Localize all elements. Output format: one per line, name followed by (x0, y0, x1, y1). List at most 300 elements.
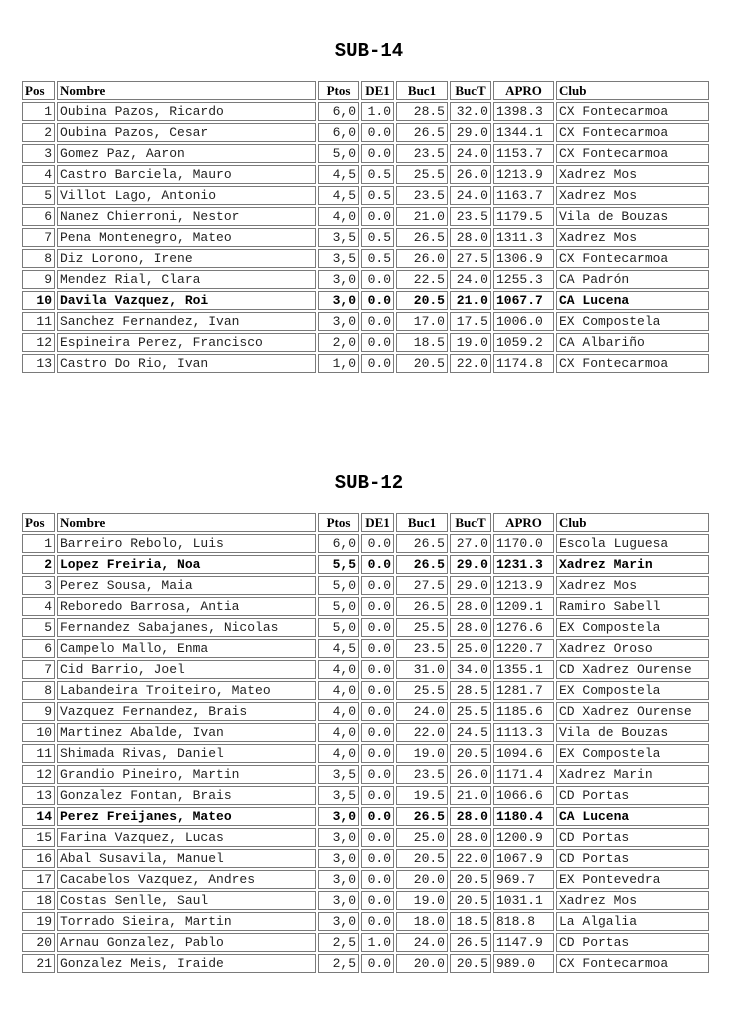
cell-name: Davila Vazquez, Roi (57, 291, 316, 310)
cell-de1: 0.0 (361, 828, 394, 847)
cell-club: Vila de Bouzas (556, 207, 709, 226)
cell-buct: 26.5 (450, 933, 491, 952)
cell-ptos: 3,0 (318, 891, 359, 910)
cell-apro: 1006.0 (493, 312, 554, 331)
cell-buct: 20.5 (450, 870, 491, 889)
cell-apro: 818.8 (493, 912, 554, 931)
cell-apro: 1066.6 (493, 786, 554, 805)
cell-pos: 12 (22, 333, 55, 352)
cell-club: CA Padrón (556, 270, 709, 289)
cell-ptos: 4,0 (318, 702, 359, 721)
cell-buc1: 28.5 (396, 102, 448, 121)
cell-buct: 24.0 (450, 144, 491, 163)
column-header-de1: DE1 (361, 513, 394, 532)
cell-buct: 27.5 (450, 249, 491, 268)
cell-pos: 19 (22, 912, 55, 931)
cell-apro: 1031.1 (493, 891, 554, 910)
table-row (22, 291, 709, 310)
cell-ptos: 3,0 (318, 270, 359, 289)
table-row (22, 207, 709, 226)
cell-de1: 0.0 (361, 954, 394, 973)
cell-buct: 20.5 (450, 744, 491, 763)
cell-de1: 0.0 (361, 870, 394, 889)
section-title-sub12: SUB-12 (334, 472, 404, 494)
cell-club: EX Compostela (556, 681, 709, 700)
cell-pos: 7 (22, 228, 55, 247)
cell-buct: 24.0 (450, 270, 491, 289)
cell-pos: 8 (22, 249, 55, 268)
cell-name: Espineira Perez, Francisco (57, 333, 316, 352)
cell-de1: 1.0 (361, 933, 394, 952)
cell-name: Vazquez Fernandez, Brais (57, 702, 316, 721)
cell-buct: 29.0 (450, 123, 491, 142)
cell-ptos: 4,0 (318, 207, 359, 226)
cell-name: Shimada Rivas, Daniel (57, 744, 316, 763)
cell-club: EX Pontevedra (556, 870, 709, 889)
cell-name: Castro Barciela, Mauro (57, 165, 316, 184)
cell-ptos: 3,5 (318, 786, 359, 805)
table-row (22, 597, 709, 616)
cell-de1: 0.0 (361, 576, 394, 595)
cell-buct: 28.0 (450, 828, 491, 847)
cell-ptos: 2,0 (318, 333, 359, 352)
cell-buct: 24.5 (450, 723, 491, 742)
cell-name: Campelo Mallo, Enma (57, 639, 316, 658)
cell-de1: 0.0 (361, 912, 394, 931)
cell-de1: 0.0 (361, 291, 394, 310)
cell-buc1: 18.5 (396, 333, 448, 352)
cell-ptos: 3,0 (318, 291, 359, 310)
cell-buc1: 20.5 (396, 354, 448, 373)
cell-club: Ramiro Sabell (556, 597, 709, 616)
table-row (22, 891, 709, 910)
table-row (22, 618, 709, 637)
cell-name: Martinez Abalde, Ivan (57, 723, 316, 742)
cell-buc1: 20.5 (396, 291, 448, 310)
cell-buc1: 25.5 (396, 618, 448, 637)
cell-buc1: 31.0 (396, 660, 448, 679)
table-row (22, 270, 709, 289)
cell-buct: 34.0 (450, 660, 491, 679)
cell-ptos: 4,0 (318, 660, 359, 679)
cell-pos: 3 (22, 144, 55, 163)
cell-buct: 18.5 (450, 912, 491, 931)
cell-club: EX Compostela (556, 312, 709, 331)
cell-ptos: 3,0 (318, 870, 359, 889)
cell-pos: 14 (22, 807, 55, 826)
cell-buc1: 22.0 (396, 723, 448, 742)
table-header-row (22, 513, 709, 532)
cell-buc1: 26.5 (396, 807, 448, 826)
cell-de1: 0.0 (361, 786, 394, 805)
column-header-club: Club (556, 81, 709, 100)
cell-apro: 1147.9 (493, 933, 554, 952)
cell-apro: 1171.4 (493, 765, 554, 784)
cell-ptos: 2,5 (318, 954, 359, 973)
cell-pos: 6 (22, 639, 55, 658)
table-row (22, 249, 709, 268)
cell-club: CX Fontecarmoa (556, 144, 709, 163)
cell-ptos: 3,5 (318, 765, 359, 784)
cell-pos: 7 (22, 660, 55, 679)
cell-ptos: 3,0 (318, 912, 359, 931)
cell-apro: 1170.0 (493, 534, 554, 553)
cell-name: Arnau Gonzalez, Pablo (57, 933, 316, 952)
cell-pos: 15 (22, 828, 55, 847)
cell-buc1: 17.0 (396, 312, 448, 331)
standings-table-sub14 (20, 79, 711, 375)
cell-pos: 18 (22, 891, 55, 910)
cell-ptos: 4,0 (318, 681, 359, 700)
column-header-de1: DE1 (361, 81, 394, 100)
cell-pos: 10 (22, 291, 55, 310)
cell-buc1: 27.5 (396, 576, 448, 595)
cell-buct: 28.0 (450, 807, 491, 826)
cell-buct: 22.0 (450, 849, 491, 868)
cell-buc1: 23.5 (396, 186, 448, 205)
cell-apro: 1179.5 (493, 207, 554, 226)
column-header-apro: APRO (493, 81, 554, 100)
cell-de1: 0.0 (361, 702, 394, 721)
cell-ptos: 4,0 (318, 744, 359, 763)
column-header-buct: BucT (450, 81, 491, 100)
cell-name: Oubina Pazos, Cesar (57, 123, 316, 142)
table-row (22, 534, 709, 553)
cell-de1: 0.5 (361, 228, 394, 247)
cell-name: Gonzalez Fontan, Brais (57, 786, 316, 805)
cell-name: Sanchez Fernandez, Ivan (57, 312, 316, 331)
cell-apro: 1059.2 (493, 333, 554, 352)
cell-apro: 1094.6 (493, 744, 554, 763)
cell-buct: 25.0 (450, 639, 491, 658)
cell-apro: 1311.3 (493, 228, 554, 247)
table-row (22, 123, 709, 142)
cell-ptos: 6,0 (318, 123, 359, 142)
cell-club: CD Xadrez Ourense (556, 702, 709, 721)
cell-ptos: 4,5 (318, 186, 359, 205)
cell-pos: 1 (22, 534, 55, 553)
cell-de1: 0.0 (361, 891, 394, 910)
cell-apro: 1213.9 (493, 165, 554, 184)
cell-apro: 1200.9 (493, 828, 554, 847)
table-row (22, 849, 709, 868)
cell-pos: 4 (22, 165, 55, 184)
cell-buc1: 26.5 (396, 597, 448, 616)
cell-de1: 0.0 (361, 534, 394, 553)
cell-pos: 9 (22, 702, 55, 721)
table-header-row (22, 81, 709, 100)
cell-buct: 28.0 (450, 228, 491, 247)
cell-ptos: 3,5 (318, 249, 359, 268)
cell-pos: 16 (22, 849, 55, 868)
cell-buct: 27.0 (450, 534, 491, 553)
table-row (22, 870, 709, 889)
cell-buc1: 23.5 (396, 639, 448, 658)
cell-buct: 21.0 (450, 786, 491, 805)
cell-buc1: 26.0 (396, 249, 448, 268)
cell-buc1: 23.5 (396, 765, 448, 784)
cell-buct: 24.0 (450, 186, 491, 205)
cell-de1: 0.0 (361, 123, 394, 142)
cell-apro: 1185.6 (493, 702, 554, 721)
cell-de1: 0.0 (361, 207, 394, 226)
cell-apro: 1067.7 (493, 291, 554, 310)
standings-table-sub12 (20, 511, 711, 975)
cell-buct: 23.5 (450, 207, 491, 226)
cell-club: CX Fontecarmoa (556, 123, 709, 142)
cell-de1: 0.5 (361, 165, 394, 184)
table-row (22, 333, 709, 352)
cell-buct: 28.0 (450, 597, 491, 616)
cell-de1: 0.0 (361, 597, 394, 616)
cell-buc1: 19.0 (396, 744, 448, 763)
cell-buc1: 25.5 (396, 165, 448, 184)
cell-ptos: 3,0 (318, 807, 359, 826)
table-row (22, 576, 709, 595)
cell-buct: 29.0 (450, 576, 491, 595)
cell-pos: 12 (22, 765, 55, 784)
cell-buct: 19.0 (450, 333, 491, 352)
cell-pos: 5 (22, 186, 55, 205)
cell-de1: 0.5 (361, 186, 394, 205)
cell-name: Mendez Rial, Clara (57, 270, 316, 289)
table-row (22, 912, 709, 931)
column-header-buct: BucT (450, 513, 491, 532)
cell-ptos: 5,0 (318, 576, 359, 595)
cell-buc1: 24.0 (396, 933, 448, 952)
cell-buc1: 20.0 (396, 954, 448, 973)
cell-name: Pena Montenegro, Mateo (57, 228, 316, 247)
cell-de1: 0.5 (361, 249, 394, 268)
cell-pos: 17 (22, 870, 55, 889)
cell-name: Fernandez Sabajanes, Nicolas (57, 618, 316, 637)
cell-ptos: 3,5 (318, 228, 359, 247)
cell-ptos: 3,0 (318, 828, 359, 847)
table-row (22, 312, 709, 331)
cell-pos: 20 (22, 933, 55, 952)
cell-club: CA Albariño (556, 333, 709, 352)
cell-name: Castro Do Rio, Ivan (57, 354, 316, 373)
cell-club: Xadrez Mos (556, 891, 709, 910)
cell-de1: 0.0 (361, 660, 394, 679)
cell-apro: 1281.7 (493, 681, 554, 700)
cell-apro: 1153.7 (493, 144, 554, 163)
cell-buct: 32.0 (450, 102, 491, 121)
cell-apro: 989.0 (493, 954, 554, 973)
cell-club: Xadrez Mos (556, 186, 709, 205)
cell-apro: 1306.9 (493, 249, 554, 268)
cell-de1: 0.0 (361, 555, 394, 574)
cell-name: Cacabelos Vazquez, Andres (57, 870, 316, 889)
cell-apro: 1255.3 (493, 270, 554, 289)
cell-name: Perez Sousa, Maia (57, 576, 316, 595)
cell-club: CD Portas (556, 786, 709, 805)
cell-club: CA Lucena (556, 291, 709, 310)
cell-club: Xadrez Mos (556, 228, 709, 247)
cell-club: CD Portas (556, 933, 709, 952)
cell-ptos: 4,5 (318, 639, 359, 658)
cell-buc1: 26.5 (396, 555, 448, 574)
cell-ptos: 4,5 (318, 165, 359, 184)
table-row (22, 702, 709, 721)
table-row (22, 723, 709, 742)
cell-club: CX Fontecarmoa (556, 354, 709, 373)
table-row (22, 102, 709, 121)
cell-buc1: 21.0 (396, 207, 448, 226)
column-header-ptos: Ptos (318, 81, 359, 100)
cell-buct: 17.5 (450, 312, 491, 331)
cell-apro: 1355.1 (493, 660, 554, 679)
cell-ptos: 5,0 (318, 144, 359, 163)
column-header-pos: Pos (22, 513, 55, 532)
cell-ptos: 4,0 (318, 723, 359, 742)
cell-club: Xadrez Mos (556, 576, 709, 595)
table-row (22, 639, 709, 658)
table-row (22, 186, 709, 205)
cell-name: Reboredo Barrosa, Antia (57, 597, 316, 616)
cell-pos: 2 (22, 555, 55, 574)
cell-buct: 28.0 (450, 618, 491, 637)
cell-pos: 2 (22, 123, 55, 142)
column-header-nombre: Nombre (57, 513, 316, 532)
column-header-pos: Pos (22, 81, 55, 100)
cell-name: Perez Freijanes, Mateo (57, 807, 316, 826)
cell-pos: 13 (22, 354, 55, 373)
cell-buc1: 24.0 (396, 702, 448, 721)
table-row (22, 144, 709, 163)
column-header-ptos: Ptos (318, 513, 359, 532)
cell-name: Cid Barrio, Joel (57, 660, 316, 679)
cell-buct: 29.0 (450, 555, 491, 574)
cell-buc1: 25.5 (396, 681, 448, 700)
cell-de1: 0.0 (361, 354, 394, 373)
table-row (22, 681, 709, 700)
cell-apro: 1398.3 (493, 102, 554, 121)
column-header-buc1: Buc1 (396, 81, 448, 100)
cell-pos: 8 (22, 681, 55, 700)
cell-name: Barreiro Rebolo, Luis (57, 534, 316, 553)
cell-name: Torrado Sieira, Martin (57, 912, 316, 931)
cell-club: Xadrez Marin (556, 765, 709, 784)
cell-apro: 1213.9 (493, 576, 554, 595)
cell-de1: 0.0 (361, 144, 394, 163)
cell-buct: 28.5 (450, 681, 491, 700)
cell-club: EX Compostela (556, 618, 709, 637)
cell-name: Villot Lago, Antonio (57, 186, 316, 205)
cell-de1: 0.0 (361, 744, 394, 763)
table-row (22, 765, 709, 784)
cell-name: Grandio Pineiro, Martin (57, 765, 316, 784)
cell-apro: 1180.4 (493, 807, 554, 826)
cell-club: CA Lucena (556, 807, 709, 826)
cell-buct: 25.5 (450, 702, 491, 721)
cell-name: Oubina Pazos, Ricardo (57, 102, 316, 121)
cell-name: Diz Lorono, Irene (57, 249, 316, 268)
cell-de1: 1.0 (361, 102, 394, 121)
cell-de1: 0.0 (361, 681, 394, 700)
cell-ptos: 3,0 (318, 849, 359, 868)
cell-buc1: 19.0 (396, 891, 448, 910)
cell-de1: 0.0 (361, 807, 394, 826)
cell-club: Xadrez Mos (556, 165, 709, 184)
cell-buc1: 18.0 (396, 912, 448, 931)
cell-pos: 13 (22, 786, 55, 805)
cell-de1: 0.0 (361, 639, 394, 658)
table-row (22, 828, 709, 847)
table-row (22, 786, 709, 805)
cell-buc1: 26.5 (396, 123, 448, 142)
cell-name: Labandeira Troiteiro, Mateo (57, 681, 316, 700)
cell-ptos: 5,5 (318, 555, 359, 574)
table-row (22, 660, 709, 679)
cell-ptos: 1,0 (318, 354, 359, 373)
cell-de1: 0.0 (361, 849, 394, 868)
cell-club: CD Portas (556, 828, 709, 847)
cell-club: Xadrez Marin (556, 555, 709, 574)
cell-ptos: 5,0 (318, 597, 359, 616)
section-title-sub14: SUB-14 (334, 40, 404, 62)
cell-pos: 5 (22, 618, 55, 637)
table-row (22, 807, 709, 826)
cell-club: Xadrez Oroso (556, 639, 709, 658)
cell-buc1: 20.0 (396, 870, 448, 889)
cell-ptos: 5,0 (318, 618, 359, 637)
cell-buc1: 22.5 (396, 270, 448, 289)
cell-pos: 21 (22, 954, 55, 973)
cell-ptos: 3,0 (318, 312, 359, 331)
cell-pos: 9 (22, 270, 55, 289)
column-header-apro: APRO (493, 513, 554, 532)
column-header-club: Club (556, 513, 709, 532)
cell-club: CD Portas (556, 849, 709, 868)
column-header-nombre: Nombre (57, 81, 316, 100)
cell-club: La Algalia (556, 912, 709, 931)
cell-apro: 1276.6 (493, 618, 554, 637)
cell-buc1: 26.5 (396, 534, 448, 553)
column-header-buc1: Buc1 (396, 513, 448, 532)
cell-pos: 4 (22, 597, 55, 616)
cell-pos: 11 (22, 312, 55, 331)
table-row (22, 228, 709, 247)
cell-de1: 0.0 (361, 765, 394, 784)
table-row (22, 954, 709, 973)
cell-apro: 969.7 (493, 870, 554, 889)
cell-buct: 20.5 (450, 954, 491, 973)
cell-apro: 1209.1 (493, 597, 554, 616)
cell-buct: 26.0 (450, 765, 491, 784)
cell-apro: 1163.7 (493, 186, 554, 205)
cell-buc1: 19.5 (396, 786, 448, 805)
cell-club: Escola Luguesa (556, 534, 709, 553)
cell-buc1: 25.0 (396, 828, 448, 847)
cell-buc1: 26.5 (396, 228, 448, 247)
cell-club: CX Fontecarmoa (556, 102, 709, 121)
cell-club: CX Fontecarmoa (556, 249, 709, 268)
cell-de1: 0.0 (361, 723, 394, 742)
cell-club: CX Fontecarmoa (556, 954, 709, 973)
cell-name: Abal Susavila, Manuel (57, 849, 316, 868)
cell-de1: 0.0 (361, 312, 394, 331)
cell-name: Nanez Chierroni, Nestor (57, 207, 316, 226)
cell-ptos: 2,5 (318, 933, 359, 952)
cell-de1: 0.0 (361, 618, 394, 637)
cell-name: Lopez Freiria, Noa (57, 555, 316, 574)
cell-name: Costas Senlle, Saul (57, 891, 316, 910)
cell-buc1: 20.5 (396, 849, 448, 868)
cell-apro: 1113.3 (493, 723, 554, 742)
cell-apro: 1344.1 (493, 123, 554, 142)
cell-apro: 1220.7 (493, 639, 554, 658)
